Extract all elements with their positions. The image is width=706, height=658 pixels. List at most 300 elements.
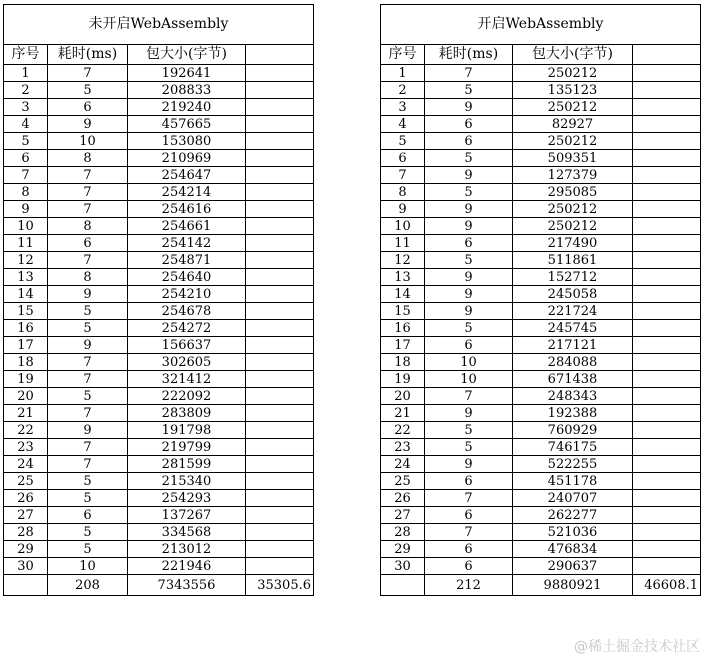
cell-size: 82927 — [513, 116, 633, 133]
title-row — [381, 5, 701, 45]
cell-size: 250212 — [513, 133, 633, 150]
table-row — [381, 405, 701, 422]
data-table — [380, 4, 701, 596]
table-row — [4, 184, 314, 201]
table-row — [4, 456, 314, 473]
cell-empty — [246, 490, 314, 507]
table-row — [4, 388, 314, 405]
title-row — [4, 5, 314, 45]
table-row — [381, 201, 701, 218]
cell-size: 191798 — [128, 422, 246, 439]
cell-index: 13 — [381, 269, 425, 286]
cell-time: 7 — [425, 490, 513, 507]
cell-size: 254210 — [128, 286, 246, 303]
cell-time: 6 — [425, 337, 513, 354]
cell-size: 321412 — [128, 371, 246, 388]
cell-empty — [246, 133, 314, 150]
cell-empty — [246, 99, 314, 116]
table-row — [4, 269, 314, 286]
table-row — [381, 82, 701, 99]
cell-empty — [246, 473, 314, 490]
table-row — [4, 116, 314, 133]
cell-time: 10 — [48, 133, 128, 150]
cell-index: 13 — [4, 269, 48, 286]
cell-time: 5 — [425, 422, 513, 439]
cell-empty — [633, 422, 701, 439]
cell-size: 254142 — [128, 235, 246, 252]
cell-empty — [633, 473, 701, 490]
cell-empty — [246, 456, 314, 473]
cell-time: 7 — [425, 524, 513, 541]
cell-time: 7 — [48, 201, 128, 218]
cell-size: 290637 — [513, 558, 633, 575]
cell-time: 5 — [48, 82, 128, 99]
cell-time: 9 — [48, 286, 128, 303]
table-row — [381, 473, 701, 490]
cell-time: 5 — [48, 473, 128, 490]
cell-time: 7 — [48, 184, 128, 201]
cell-empty — [633, 303, 701, 320]
table-row — [381, 490, 701, 507]
cell-index: 14 — [381, 286, 425, 303]
table-row — [381, 541, 701, 558]
table-row — [4, 286, 314, 303]
cell-size: 281599 — [128, 456, 246, 473]
total-label — [381, 575, 425, 596]
cell-time: 7 — [425, 388, 513, 405]
cell-index: 10 — [4, 218, 48, 235]
cell-empty — [633, 235, 701, 252]
cell-time: 9 — [425, 218, 513, 235]
cell-size: 283809 — [128, 405, 246, 422]
cell-empty — [633, 524, 701, 541]
table-row — [4, 150, 314, 167]
data-table — [3, 4, 314, 596]
table-row — [4, 422, 314, 439]
cell-index: 7 — [381, 167, 425, 184]
cell-empty — [246, 116, 314, 133]
cell-size: 284088 — [513, 354, 633, 371]
cell-size: 254647 — [128, 167, 246, 184]
table-row — [4, 82, 314, 99]
cell-index: 29 — [4, 541, 48, 558]
cell-size: 671438 — [513, 371, 633, 388]
header-row — [4, 45, 314, 65]
cell-empty — [246, 218, 314, 235]
cell-size: 254293 — [128, 490, 246, 507]
table-row — [381, 337, 701, 354]
table-row — [381, 65, 701, 82]
cell-index: 21 — [4, 405, 48, 422]
cell-size: 509351 — [513, 150, 633, 167]
cell-time: 5 — [48, 303, 128, 320]
table-row — [381, 422, 701, 439]
cell-time: 5 — [48, 320, 128, 337]
cell-time: 6 — [425, 558, 513, 575]
cell-index: 11 — [4, 235, 48, 252]
cell-time: 5 — [48, 541, 128, 558]
table-row — [381, 133, 701, 150]
table-row — [381, 150, 701, 167]
cell-index: 5 — [4, 133, 48, 150]
cell-time: 7 — [48, 167, 128, 184]
cell-time: 7 — [48, 354, 128, 371]
table-row — [381, 116, 701, 133]
cell-empty — [246, 201, 314, 218]
cell-index: 8 — [381, 184, 425, 201]
table-row — [4, 405, 314, 422]
cell-index: 1 — [4, 65, 48, 82]
cell-size: 262277 — [513, 507, 633, 524]
total-time: 212 — [425, 575, 513, 596]
table-row — [4, 524, 314, 541]
cell-time: 5 — [48, 490, 128, 507]
cell-time: 6 — [48, 99, 128, 116]
header-index: 序号 — [4, 45, 48, 65]
cell-empty — [633, 201, 701, 218]
table-row — [4, 337, 314, 354]
cell-index: 16 — [4, 320, 48, 337]
cell-empty — [633, 150, 701, 167]
table-row — [4, 541, 314, 558]
cell-index: 11 — [381, 235, 425, 252]
cell-size: 522255 — [513, 456, 633, 473]
cell-time: 5 — [425, 184, 513, 201]
header-size: 包大小(字节) — [513, 45, 633, 65]
cell-time: 9 — [425, 456, 513, 473]
cell-index: 28 — [4, 524, 48, 541]
cell-index: 18 — [381, 354, 425, 371]
cell-index: 25 — [381, 473, 425, 490]
cell-index: 20 — [381, 388, 425, 405]
cell-time: 7 — [48, 439, 128, 456]
cell-size: 221946 — [128, 558, 246, 575]
cell-time: 10 — [48, 558, 128, 575]
table-row — [4, 320, 314, 337]
table-row — [4, 235, 314, 252]
cell-time: 7 — [48, 405, 128, 422]
table-with-wasm — [380, 4, 701, 596]
cell-index: 7 — [4, 167, 48, 184]
table-row — [381, 388, 701, 405]
cell-empty — [246, 286, 314, 303]
cell-empty — [246, 541, 314, 558]
cell-size: 210969 — [128, 150, 246, 167]
cell-index: 20 — [4, 388, 48, 405]
cell-index: 19 — [381, 371, 425, 388]
cell-index: 6 — [381, 150, 425, 167]
cell-size: 254272 — [128, 320, 246, 337]
cell-index: 19 — [4, 371, 48, 388]
cell-time: 5 — [425, 150, 513, 167]
table-row — [381, 524, 701, 541]
table-row — [381, 252, 701, 269]
cell-time: 6 — [425, 541, 513, 558]
total-size: 7343556 — [128, 575, 246, 596]
cell-size: 250212 — [513, 65, 633, 82]
cell-size: 302605 — [128, 354, 246, 371]
table-row — [4, 201, 314, 218]
cell-index: 3 — [4, 99, 48, 116]
cell-empty — [633, 133, 701, 150]
cell-size: 254661 — [128, 218, 246, 235]
cell-size: 334568 — [128, 524, 246, 541]
table-row — [4, 371, 314, 388]
table-row — [4, 473, 314, 490]
cell-index: 5 — [381, 133, 425, 150]
cell-empty — [633, 320, 701, 337]
cell-size: 451178 — [513, 473, 633, 490]
cell-index: 15 — [4, 303, 48, 320]
total-row — [4, 575, 314, 596]
table-title: 未开启WebAssembly — [4, 5, 314, 45]
table-row — [4, 558, 314, 575]
cell-empty — [246, 354, 314, 371]
cell-empty — [633, 269, 701, 286]
cell-empty — [246, 388, 314, 405]
cell-size: 254871 — [128, 252, 246, 269]
average-size: 46608.1 — [633, 575, 701, 596]
cell-empty — [246, 269, 314, 286]
table-row — [4, 167, 314, 184]
cell-size: 746175 — [513, 439, 633, 456]
table-row — [381, 167, 701, 184]
cell-size: 215340 — [128, 473, 246, 490]
header-time: 耗时(ms) — [425, 45, 513, 65]
table-row — [381, 354, 701, 371]
cell-time: 9 — [425, 99, 513, 116]
header-index: 序号 — [381, 45, 425, 65]
cell-size: 254640 — [128, 269, 246, 286]
cell-size: 250212 — [513, 218, 633, 235]
cell-empty — [246, 439, 314, 456]
cell-index: 8 — [4, 184, 48, 201]
cell-empty — [633, 116, 701, 133]
cell-time: 9 — [425, 167, 513, 184]
table-row — [381, 286, 701, 303]
header-time: 耗时(ms) — [48, 45, 128, 65]
cell-size: 245058 — [513, 286, 633, 303]
cell-index: 17 — [4, 337, 48, 354]
cell-time: 6 — [48, 507, 128, 524]
cell-empty — [246, 507, 314, 524]
cell-empty — [246, 150, 314, 167]
cell-time: 6 — [425, 507, 513, 524]
table-title: 开启WebAssembly — [381, 5, 701, 45]
cell-index: 9 — [4, 201, 48, 218]
watermark: @稀土掘金技术社区 — [574, 639, 700, 655]
cell-size: 208833 — [128, 82, 246, 99]
table-row — [4, 218, 314, 235]
table-row — [4, 507, 314, 524]
cell-empty — [633, 507, 701, 524]
cell-time: 10 — [425, 371, 513, 388]
cell-empty — [246, 422, 314, 439]
cell-empty — [246, 337, 314, 354]
cell-time: 5 — [425, 252, 513, 269]
cell-index: 1 — [381, 65, 425, 82]
cell-time: 5 — [48, 524, 128, 541]
cell-index: 23 — [381, 439, 425, 456]
cell-empty — [633, 286, 701, 303]
cell-time: 9 — [48, 337, 128, 354]
cell-empty — [246, 371, 314, 388]
average-size: 35305.6 — [246, 575, 314, 596]
table-row — [381, 456, 701, 473]
header-row — [381, 45, 701, 65]
cell-index: 30 — [4, 558, 48, 575]
cell-time: 6 — [48, 235, 128, 252]
cell-size: 217121 — [513, 337, 633, 354]
cell-size: 127379 — [513, 167, 633, 184]
cell-time: 5 — [425, 439, 513, 456]
cell-empty — [633, 558, 701, 575]
cell-size: 137267 — [128, 507, 246, 524]
table-without-wasm — [3, 4, 314, 596]
table-row — [381, 507, 701, 524]
cell-index: 23 — [4, 439, 48, 456]
cell-index: 17 — [381, 337, 425, 354]
cell-time: 5 — [48, 388, 128, 405]
table-row — [4, 303, 314, 320]
cell-size: 250212 — [513, 99, 633, 116]
cell-size: 152712 — [513, 269, 633, 286]
cell-empty — [633, 167, 701, 184]
cell-empty — [633, 218, 701, 235]
table-row — [381, 320, 701, 337]
cell-empty — [633, 541, 701, 558]
cell-index: 26 — [4, 490, 48, 507]
cell-time: 5 — [425, 82, 513, 99]
table-row — [4, 65, 314, 82]
cell-size: 192641 — [128, 65, 246, 82]
cell-empty — [246, 82, 314, 99]
cell-index: 29 — [381, 541, 425, 558]
total-row — [381, 575, 701, 596]
cell-index: 18 — [4, 354, 48, 371]
cell-empty — [246, 524, 314, 541]
cell-empty — [633, 82, 701, 99]
header-empty — [633, 45, 701, 65]
cell-size: 254678 — [128, 303, 246, 320]
table-row — [4, 133, 314, 150]
cell-time: 9 — [425, 405, 513, 422]
table-row — [4, 439, 314, 456]
cell-size: 213012 — [128, 541, 246, 558]
cell-index: 22 — [381, 422, 425, 439]
cell-index: 26 — [381, 490, 425, 507]
table-row — [381, 371, 701, 388]
cell-index: 28 — [381, 524, 425, 541]
cell-size: 219240 — [128, 99, 246, 116]
total-size: 9880921 — [513, 575, 633, 596]
cell-empty — [246, 65, 314, 82]
cell-empty — [246, 184, 314, 201]
cell-empty — [246, 320, 314, 337]
cell-time: 8 — [48, 150, 128, 167]
cell-index: 4 — [381, 116, 425, 133]
cell-empty — [246, 405, 314, 422]
table-row — [381, 218, 701, 235]
cell-size: 254214 — [128, 184, 246, 201]
cell-empty — [633, 184, 701, 201]
header-empty — [246, 45, 314, 65]
cell-empty — [633, 405, 701, 422]
cell-empty — [633, 388, 701, 405]
cell-size: 250212 — [513, 201, 633, 218]
cell-size: 219799 — [128, 439, 246, 456]
table-row — [381, 269, 701, 286]
cell-empty — [633, 65, 701, 82]
cell-size: 476834 — [513, 541, 633, 558]
cell-time: 6 — [425, 133, 513, 150]
table-row — [381, 558, 701, 575]
cell-index: 12 — [381, 252, 425, 269]
cell-empty — [633, 252, 701, 269]
cell-time: 5 — [425, 320, 513, 337]
table-row — [4, 99, 314, 116]
cell-time: 7 — [48, 456, 128, 473]
cell-index: 30 — [381, 558, 425, 575]
table-row — [4, 354, 314, 371]
cell-size: 521036 — [513, 524, 633, 541]
cell-index: 25 — [4, 473, 48, 490]
total-time: 208 — [48, 575, 128, 596]
cell-empty — [633, 337, 701, 354]
cell-time: 7 — [48, 65, 128, 82]
cell-index: 27 — [4, 507, 48, 524]
cell-time: 7 — [48, 252, 128, 269]
cell-time: 6 — [425, 116, 513, 133]
cell-time: 7 — [425, 65, 513, 82]
cell-time: 9 — [425, 303, 513, 320]
cell-size: 135123 — [513, 82, 633, 99]
cell-empty — [246, 167, 314, 184]
table-row — [381, 235, 701, 252]
cell-time: 9 — [48, 422, 128, 439]
cell-index: 16 — [381, 320, 425, 337]
cell-size: 222092 — [128, 388, 246, 405]
cell-time: 9 — [425, 269, 513, 286]
cell-time: 9 — [48, 116, 128, 133]
cell-index: 21 — [381, 405, 425, 422]
cell-time: 10 — [425, 354, 513, 371]
cell-size: 511861 — [513, 252, 633, 269]
cell-time: 8 — [48, 269, 128, 286]
cell-index: 9 — [381, 201, 425, 218]
header-size: 包大小(字节) — [128, 45, 246, 65]
cell-empty — [633, 456, 701, 473]
cell-empty — [246, 252, 314, 269]
cell-size: 295085 — [513, 184, 633, 201]
cell-index: 3 — [381, 99, 425, 116]
cell-time: 8 — [48, 218, 128, 235]
cell-empty — [246, 235, 314, 252]
cell-index: 2 — [381, 82, 425, 99]
cell-index: 4 — [4, 116, 48, 133]
cell-time: 6 — [425, 235, 513, 252]
cell-index: 10 — [381, 218, 425, 235]
table-row — [381, 439, 701, 456]
cell-size: 153080 — [128, 133, 246, 150]
cell-time: 6 — [425, 473, 513, 490]
cell-size: 221724 — [513, 303, 633, 320]
cell-empty — [246, 558, 314, 575]
cell-index: 24 — [4, 456, 48, 473]
cell-index: 2 — [4, 82, 48, 99]
cell-index: 14 — [4, 286, 48, 303]
cell-empty — [633, 439, 701, 456]
